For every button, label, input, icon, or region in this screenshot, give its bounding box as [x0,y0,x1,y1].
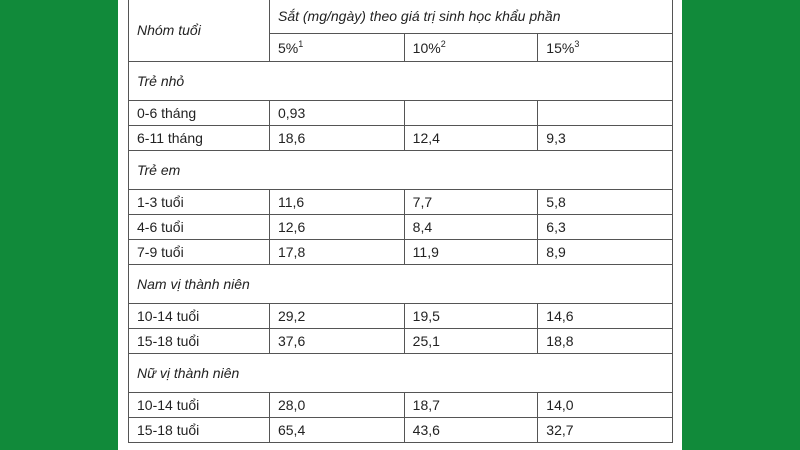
group-label: Nam vị thành niên [129,265,673,304]
value-5-cell: 12,6 [269,215,404,240]
iron-requirements-table [128,0,673,443]
table-row [129,126,673,151]
table-row [129,393,673,418]
level-header-15: 15%$^3$ [538,34,673,62]
table-row [129,240,673,265]
table-row [129,101,673,126]
value-10-cell: 43,6 [404,418,538,443]
value-15-cell [538,101,673,126]
value-15-cell: 9,3 [538,126,673,151]
group-label: Trẻ nhỏ [129,62,673,101]
age-cell: 4-6 tuổi [129,215,270,240]
age-cell: 1-3 tuổi [129,190,270,215]
value-10-cell: 18,7 [404,393,538,418]
age-cell: 15-18 tuổi [129,418,270,443]
age-cell: 15-18 tuổi [129,329,270,354]
value-10-cell: 25,1 [404,329,538,354]
table-row [129,418,673,443]
document-page [118,0,682,450]
value-10-cell: 11,9 [404,240,538,265]
value-5-cell: 0,93 [269,101,404,126]
age-cell: 10-14 tuổi [129,393,270,418]
level-header-5: 5%$^1$ [269,34,404,62]
value-10-cell: 12,4 [404,126,538,151]
value-15-cell: 8,9 [538,240,673,265]
table-row [129,329,673,354]
age-cell: 0-6 tháng [129,101,270,126]
value-10-cell: 19,5 [404,304,538,329]
age-cell: 10-14 tuổi [129,304,270,329]
value-5-cell: 18,6 [269,126,404,151]
value-10-cell [404,101,538,126]
table-row [129,190,673,215]
group-row [129,354,673,393]
level-header-10: 10%$^2$ [404,34,538,62]
age-cell: 6-11 tháng [129,126,270,151]
value-5-cell: 11,6 [269,190,404,215]
value-15-cell: 6,3 [538,215,673,240]
value-5-cell: 37,6 [269,329,404,354]
value-15-cell: 18,8 [538,329,673,354]
value-15-cell: 14,0 [538,393,673,418]
group-label: Nữ vị thành niên [129,354,673,393]
group-row [129,62,673,101]
value-5-cell: 17,8 [269,240,404,265]
value-10-cell: 7,7 [404,190,538,215]
value-15-cell: 14,6 [538,304,673,329]
value-5-cell: 29,2 [269,304,404,329]
value-15-cell: 5,8 [538,190,673,215]
age-cell: 7-9 tuổi [129,240,270,265]
age-group-header: Nhóm tuổi [129,0,270,62]
group-row [129,265,673,304]
value-15-cell: 32,7 [538,418,673,443]
value-10-cell: 8,4 [404,215,538,240]
group-row [129,151,673,190]
header-row [129,0,673,34]
value-5-cell: 28,0 [269,393,404,418]
table-row [129,304,673,329]
group-label: Trẻ em [129,151,673,190]
table-row [129,215,673,240]
iron-header: Sắt (mg/ngày) theo giá trị sinh học khẩu phần [269,0,672,34]
value-5-cell: 65,4 [269,418,404,443]
